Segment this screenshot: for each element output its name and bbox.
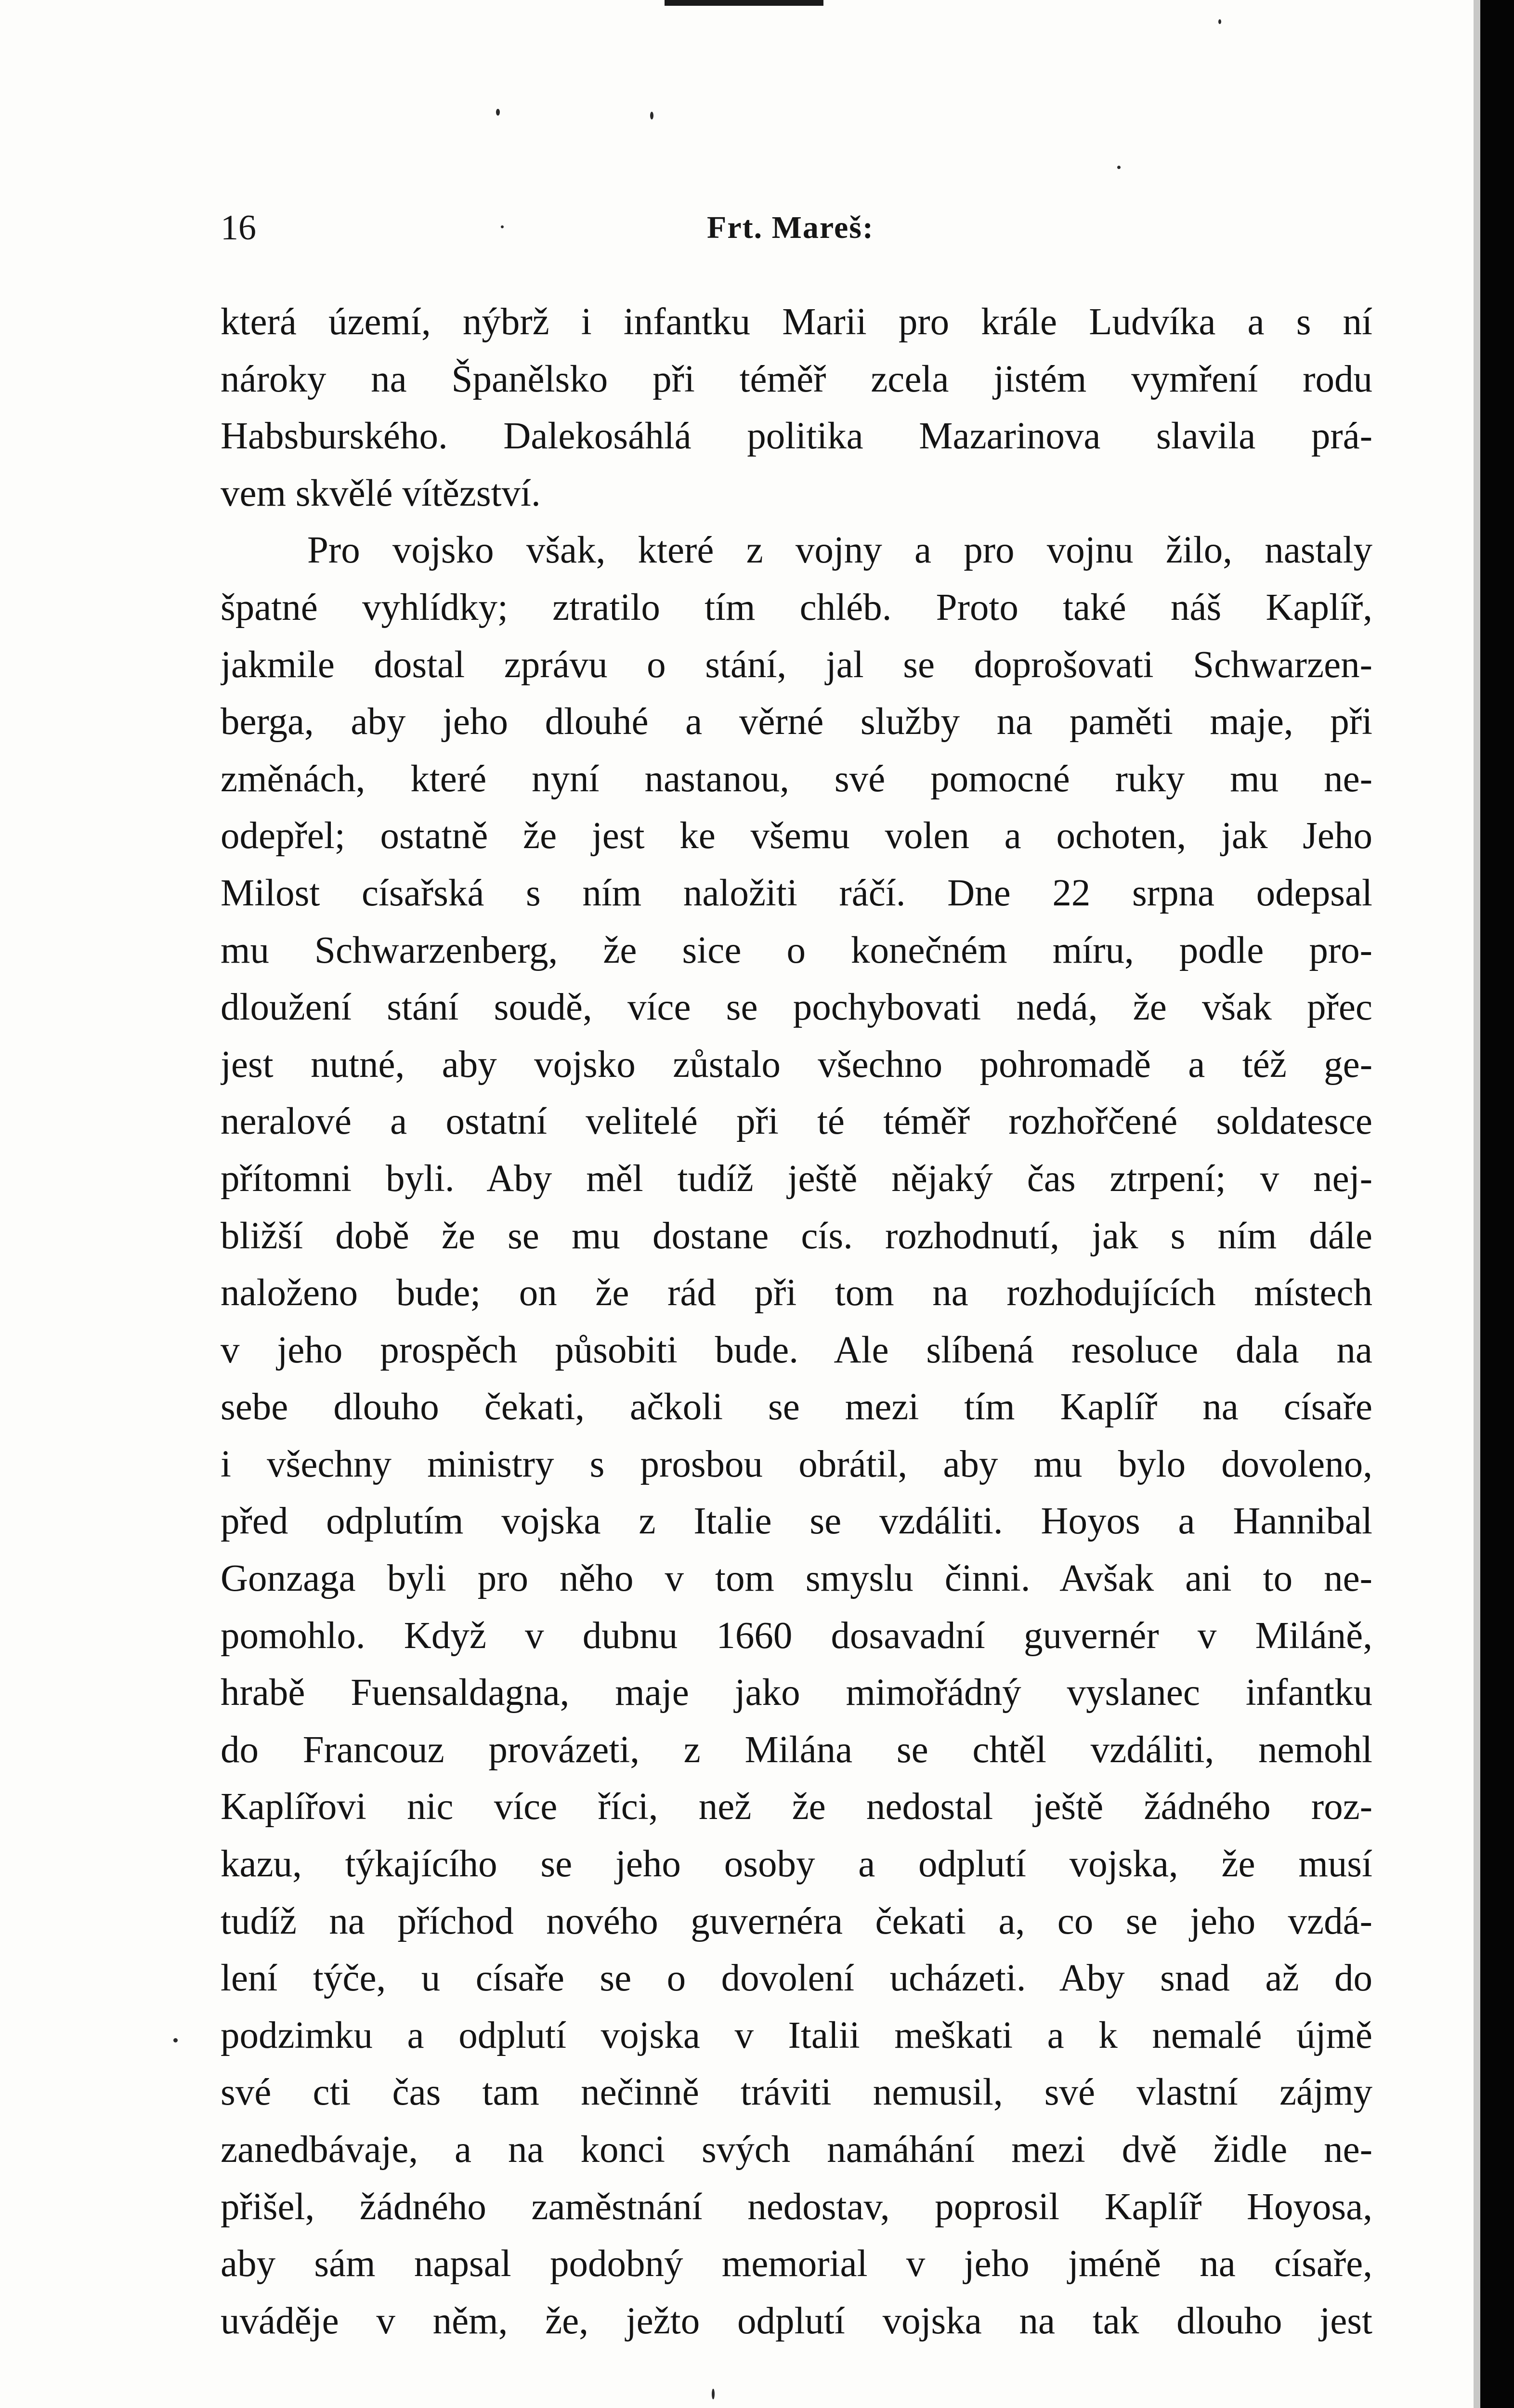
scan-speck [501, 225, 504, 228]
page-number: 16 [221, 208, 256, 248]
text-line: Kaplířovi nic více říci, než že nedostal ještě žádného roz- [221, 1786, 1372, 1828]
text-line: přišel, žádného zaměstnání nedostav, poprosil Kaplíř Hoyosa, [221, 2186, 1372, 2228]
text-line: zanedbávaje, a na konci svých namáhání mezi dvě židle ne- [221, 2129, 1372, 2171]
text-line: před odplutím vojska z Italie se vzdáliti. Hoyos a Hannibal [221, 1500, 1372, 1543]
text-line: sebe dlouho čekati, ačkoli se mezi tím Kaplíř na císaře [221, 1386, 1372, 1428]
text-line: Milost císařská s ním naložiti ráčí. Dne 22 srpna odepsal [221, 872, 1372, 914]
text-line: bližší době že se mu dostane cís. rozhodnutí, jak s ním dále [221, 1215, 1372, 1257]
text-line: kazu, týkajícího se jeho osoby a odplutí vojska, že musí [221, 1843, 1372, 1885]
text-line: špatné vyhlídky; ztratilo tím chléb. Proto také náš Kaplíř, [221, 586, 1372, 628]
scan-speck [173, 2038, 178, 2042]
text-line: i všechny ministry s prosbou obrátil, aby mu bylo dovoleno, [221, 1443, 1372, 1485]
text-line: přítomni byli. Aby měl tudíž ještě nějaký čas ztrpení; v nej- [221, 1157, 1372, 1200]
text-line: změnách, které nyní nastanou, své pomocné ruky mu ne- [221, 758, 1372, 800]
body-text [221, 294, 1372, 2350]
text-line: podzimku a odplutí vojska v Italii meškati a k nemalé újmě [221, 2014, 1372, 2056]
text-line: Pro vojsko však, které z vojny a pro vojnu žilo, nastaly [307, 529, 1372, 572]
text-line: aby sám napsal podobný memorial v jeho jméně na císaře, [221, 2243, 1372, 2285]
text-line: hrabě Fuensaldagna, maje jako mimořádný vyslanec infantku [221, 1672, 1372, 1714]
text-line: odepřel; ostatně že jest ke všemu volen a ochoten, jak Jeho [221, 815, 1372, 857]
text-line: do Francouz provázeti, z Milána se chtěl vzdáliti, nemohl [221, 1728, 1372, 1771]
text-line: jakmile dostal zprávu o stání, jal se doprošovati Schwarzen- [221, 643, 1372, 686]
scan-speck [712, 2389, 715, 2399]
text-line: která území, nýbrž i infantku Marii pro krále Ludvíka a s ní [221, 301, 1372, 343]
scan-top-edge [665, 0, 823, 6]
text-line: v jeho prospěch působiti bude. Ale slíbená resoluce dala na [221, 1329, 1372, 1371]
text-line: Habsburského. Dalekosáhlá politika Mazarinova slavila prá- [221, 415, 1372, 458]
text-line: lení týče, u císaře se o dovolení ucházeti. Aby snad až do [221, 1957, 1372, 2000]
running-head: Frt. Mareš: [707, 210, 874, 245]
text-line: své cti čas tam nečinně tráviti nemusil, své vlastní zájmy [221, 2071, 1372, 2114]
text-line: naloženo bude; on že rád při tom na rozhodujících místech [221, 1272, 1372, 1314]
text-line: uváděje v něm, že, ježto odplutí vojska na tak dlouho jest [221, 2300, 1372, 2342]
text-line: tudíž na příchod nového guvernéra čekati a, co se jeho vzdá- [221, 1900, 1372, 1942]
page-header [221, 201, 1376, 254]
text-line: vem skvělé vítězství. [221, 472, 541, 514]
text-line: dloužení stání soudě, více se pochybovati nedá, že však přec [221, 986, 1372, 1029]
scan-speck [1117, 166, 1121, 169]
text-line: jest nutné, aby vojsko zůstalo všechno pohromadě a též ge- [221, 1043, 1372, 1086]
text-line: Gonzaga byli pro něho v tom smyslu činni. Avšak ani to ne- [221, 1557, 1372, 1600]
text-line: berga, aby jeho dlouhé a věrné služby na paměti maje, při [221, 701, 1372, 743]
scan-speck [496, 109, 500, 116]
scan-right-edge [1480, 0, 1514, 2408]
scan-right-shadow [1474, 0, 1480, 2408]
text-line: neralové a ostatní velitelé při té téměř rozhořčené soldatesce [221, 1100, 1372, 1143]
text-line: mu Schwarzenberg, že sice o konečném míru, podle pro- [221, 929, 1372, 971]
text-line: pomohlo. Když v dubnu 1660 dosavadní guvernér v Miláně, [221, 1614, 1372, 1657]
text-line: nároky na Španělsko při téměř zcela jistém vymření rodu [221, 358, 1372, 400]
scan-speck [650, 112, 653, 119]
scan-speck [1218, 19, 1221, 24]
